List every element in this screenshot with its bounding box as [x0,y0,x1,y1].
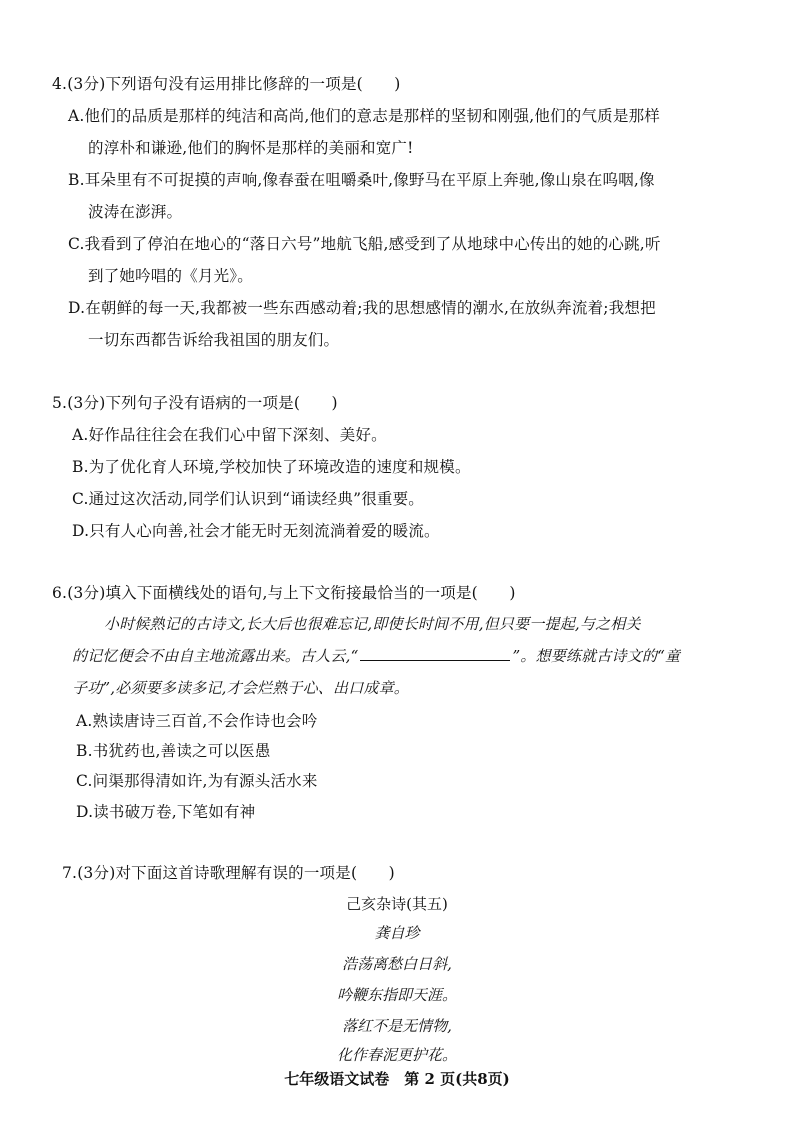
q5-option-d: D.只有人心向善,社会才能无时无刻流淌着爱的暖流。 [72,522,440,540]
poem-author: 龚自珍 [374,924,420,942]
q6-passage-line1: 小时候熟记的古诗文,长大后也很难忘记,即使长时间不用,但只要一提起,与之相关 [104,615,641,633]
q6-option-c: C.问渠那得清如许,为有源头活水来 [76,772,318,790]
q5-stem: 5.(3分)下列句子没有语病的一项是( ) [52,394,338,412]
q6-passage-line3: 子功”,必须要多读多记,才会烂熟于心、出口成章。 [72,679,410,697]
q6-option-b: B.书犹药也,善读之可以医愚 [76,742,271,760]
q7-stem: 7.(3分)对下面这首诗歌理解有误的一项是( ) [62,864,395,882]
q4-option-b-line1: B.耳朵里有不可捉摸的声响,像春蚕在咀嚼桑叶,像野马在平原上奔驰,像山泉在呜咽,像 [68,171,655,189]
q4-option-d-line2: 一切东西都告诉给我祖国的朋友们。 [88,331,340,349]
page-footer: 七年级语文试卷 第 2 页(共8页) [284,1070,510,1088]
q4-option-a-line1: A.他们的品质是那样的纯洁和高尚,他们的意志是那样的坚韧和刚强,他们的气质是那样 [68,107,660,125]
q4-option-b-line2: 波涛在澎湃。 [88,203,183,221]
q5-option-b: B.为了优化育人环境,学校加快了环境改造的速度和规模。 [72,458,471,476]
q6-passage-before-blank: 的记忆便会不由自主地流露出来。古人云,“ [72,647,359,665]
q6-fill-blank [360,648,510,661]
poem-line-2: 吟鞭东指即天涯。 [336,986,457,1004]
poem-line-1: 浩荡离愁白日斜, [342,955,452,973]
q6-passage-after-blank: ”。想要练就古诗文的“童 [512,647,681,665]
q4-option-a-line2: 的淳朴和谦逊,他们的胸怀是那样的美丽和宽广! [88,139,414,157]
q4-option-c-line2: 到了她吟唱的《月光》。 [88,267,253,285]
q6-passage-line2 [72,645,680,666]
q4-stem: 4.(3分)下列语句没有运用排比修辞的一项是( ) [52,75,401,93]
poem-title: 己亥杂诗(其五) [346,895,448,913]
q4-option-c-line1: C.我看到了停泊在地心的“落日六号”地航飞船,感受到了从地球中心传出的她的心跳,听 [68,235,661,253]
poem-line-4: 化作春泥更护花。 [336,1046,457,1064]
q6-stem: 6.(3分)填入下面横线处的语句,与上下文衔接最恰当的一项是( ) [52,584,516,602]
q6-option-d: D.读书破万卷,下笔如有神 [76,803,256,821]
q6-option-a: A.熟读唐诗三百首,不会作诗也会吟 [76,712,318,730]
q5-option-c: C.通过这次活动,同学们认识到“诵读经典”很重要。 [72,490,425,508]
q5-option-a: A.好作品往往会在我们心中留下深刻、美好。 [72,426,387,444]
poem-line-3: 落红不是无情物, [342,1017,452,1035]
q4-option-d-line1: D.在朝鲜的每一天,我都被一些东西感动着;我的思想感情的潮水,在放纵奔流着;我想把 [68,299,656,317]
